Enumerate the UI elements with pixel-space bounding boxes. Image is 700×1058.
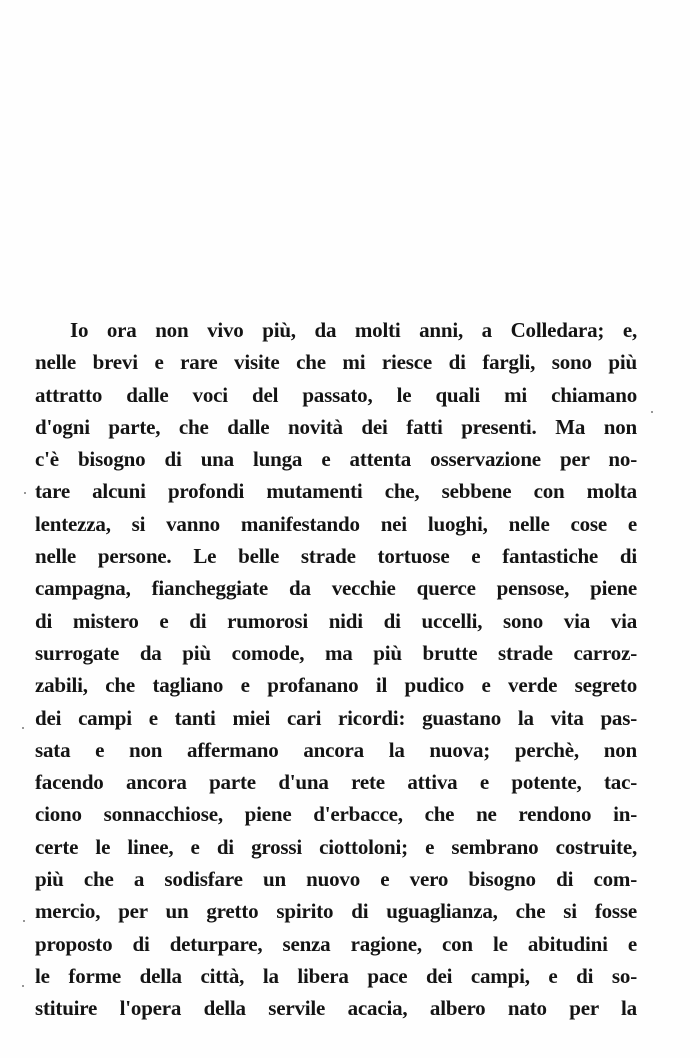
text-line: facendo ancora parte d'una rete attiva e potente, tac- [35, 770, 637, 795]
scan-speck [22, 985, 24, 987]
text-line: ciono sonnacchiose, piene d'erbacce, che ne rendono in- [35, 802, 637, 827]
text-line: nelle brevi e rare visite che mi riesce di fargli, sono più [35, 350, 637, 375]
text-line: d'ogni parte, che dalle novità dei fatti presenti. Ma non [35, 414, 637, 439]
text-line: dei campi e tanti miei cari ricordi: guastano la vita pas- [35, 705, 637, 730]
text-line: Io ora non vivo più, da molti anni, a Colledara; e, [70, 318, 637, 342]
text-line: stituire l'opera della servile acacia, albero nato per la [35, 996, 637, 1021]
text-line: tare alcuni profondi mutamenti che, sebbene con molta [35, 479, 637, 504]
text-line: surrogate da più comode, ma più brutte strade carroz- [35, 640, 637, 665]
text-line: più che a sodisfare un nuovo e vero bisogno di com- [35, 867, 637, 892]
text-line: sata e non affermano ancora la nuova; perchè, non [35, 737, 637, 762]
text-line: certe le linee, e di grossi ciottoloni; e sembrano costruite, [35, 834, 637, 859]
body-paragraph [35, 314, 637, 1025]
text-line: le forme della città, la libera pace dei campi, e di so- [35, 963, 637, 988]
text-line: zabili, che tagliano e profanano il pudico e verde segreto [35, 673, 637, 698]
scan-speck [23, 920, 25, 922]
text-line: c'è bisogno di una lunga e attenta osservazione per no- [35, 447, 637, 472]
scan-speck [651, 411, 653, 413]
scan-speck [22, 727, 24, 729]
text-line: lentezza, si vanno manifestando nei luoghi, nelle cose e [35, 511, 637, 536]
text-line: mercio, per un gretto spirito di uguaglianza, che si fosse [35, 899, 637, 924]
scan-speck [24, 492, 26, 494]
text-line: campagna, fiancheggiate da vecchie querce pensose, piene [35, 576, 637, 601]
text-line: attratto dalle voci del passato, le quali mi chiamano [35, 382, 637, 407]
text-line: di mistero e di rumorosi nidi di uccelli, sono via via [35, 608, 637, 633]
text-line: proposto di deturpare, senza ragione, con le abitudini e [35, 931, 637, 956]
text-line: nelle persone. Le belle strade tortuose e fantastiche di [35, 544, 637, 569]
